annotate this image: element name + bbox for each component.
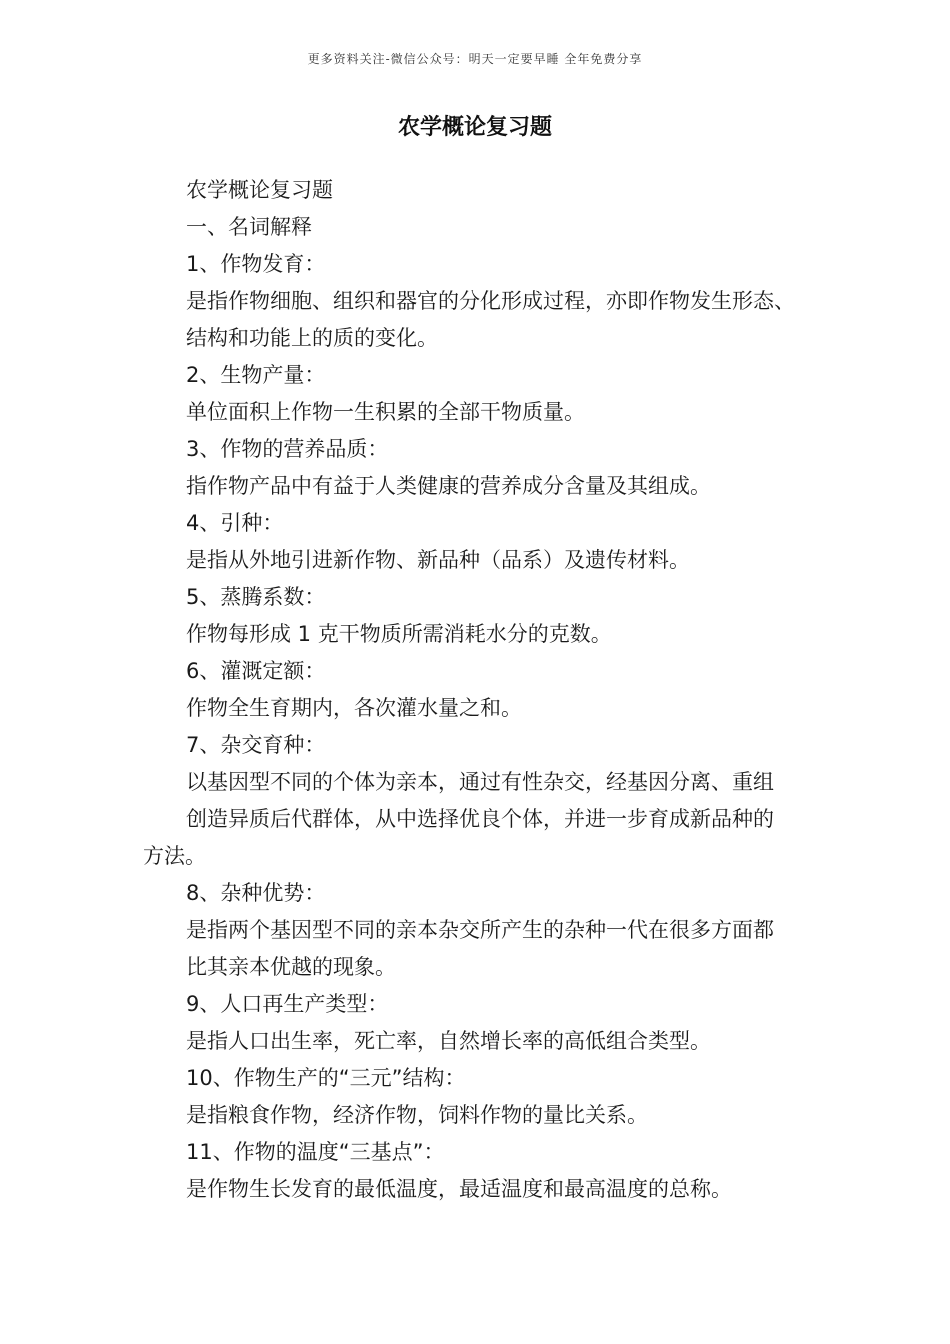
page-header-notice: 更多资料关注-微信公众号：明天一定要早睡 全年免费分享 <box>307 52 643 66</box>
document-subtitle: 农学概论复习题 <box>186 178 333 202</box>
term-title: 7、杂交育种： <box>186 733 326 757</box>
term-definition-line: 指作物产品中有益于人类健康的营养成分含量及其组成。 <box>186 474 711 498</box>
term-definition-line: 以基因型不同的个体为亲本，通过有性杂交，经基因分离、重组 <box>186 770 774 794</box>
section-heading: 一、名词解释 <box>186 215 312 239</box>
term-definition-tail: 方法。 <box>143 844 206 868</box>
term-title: 4、引种： <box>186 511 284 535</box>
document-title: 农学概论复习题 <box>397 115 552 140</box>
term-title: 10、作物生产的“三元”结构： <box>186 1066 466 1090</box>
term-definition-line: 是指两个基因型不同的亲本杂交所产生的杂种一代在很多方面都 <box>186 918 774 942</box>
term-title: 2、生物产量： <box>186 363 326 387</box>
term-definition-line: 作物每形成 1 克干物质所需消耗水分的克数。 <box>186 622 612 646</box>
term-definition-line: 是指粮食作物，经济作物，饲料作物的量比关系。 <box>186 1103 648 1127</box>
term-title: 1、作物发育： <box>186 252 326 276</box>
term-title: 3、作物的营养品质： <box>186 437 389 461</box>
term-title: 6、灌溉定额： <box>186 659 326 683</box>
term-definition-line: 是指作物细胞、组织和器官的分化形成过程，亦即作物发生形态、 <box>186 289 795 313</box>
term-definition-line: 是指人口出生率，死亡率，自然增长率的高低组合类型。 <box>186 1029 711 1053</box>
term-definition-line: 创造异质后代群体，从中选择优良个体，并进一步育成新品种的 <box>186 807 774 831</box>
term-definition-line: 比其亲本优越的现象。 <box>186 955 396 979</box>
term-title: 5、蒸腾系数： <box>186 585 326 609</box>
term-definition-line: 单位面积上作物一生积累的全部干物质量。 <box>186 400 585 424</box>
term-definition-line: 作物全生育期内，各次灌水量之和。 <box>186 696 522 720</box>
term-title: 11、作物的温度“三基点”： <box>186 1140 445 1164</box>
document-body <box>143 172 843 1208</box>
term-definition-line: 结构和功能上的质的变化。 <box>186 326 438 350</box>
term-title: 9、人口再生产类型： <box>186 992 389 1016</box>
term-definition-line: 是作物生长发育的最低温度，最适温度和最高温度的总称。 <box>186 1177 732 1201</box>
term-title: 8、杂种优势： <box>186 881 326 905</box>
term-definition-line: 是指从外地引进新作物、新品种（品系）及遗传材料。 <box>186 548 690 572</box>
